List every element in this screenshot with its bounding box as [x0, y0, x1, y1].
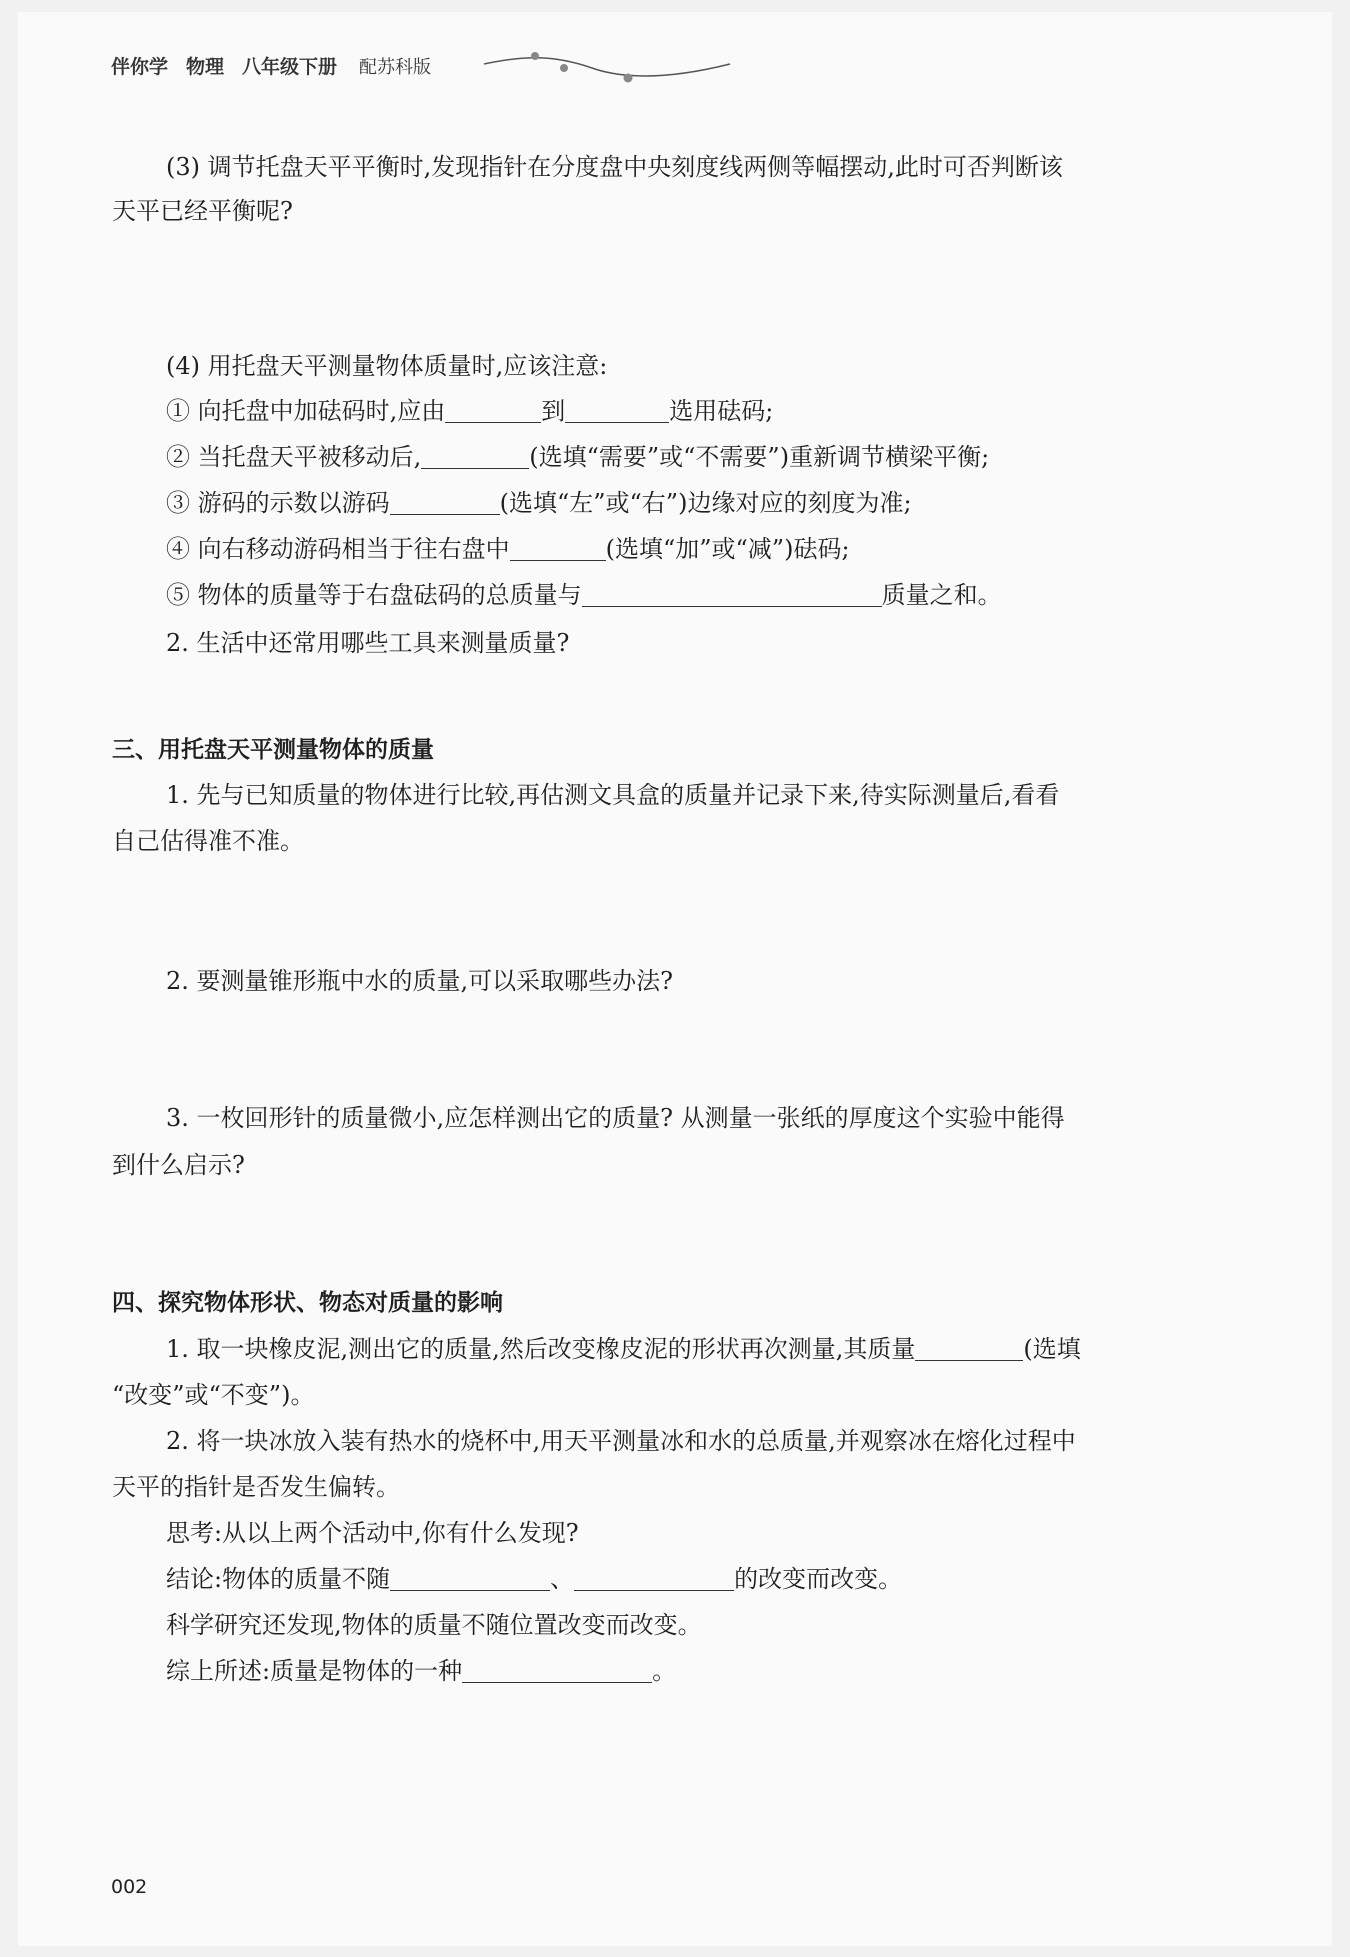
s3-q3-line-2: 到什么启示? [112, 1151, 245, 1179]
book-header [111, 52, 449, 79]
answer-blank[interactable] [390, 490, 500, 515]
q4-intro: (4) 用托盘天平测量物体质量时,应该注意: [166, 352, 608, 380]
answer-blank[interactable] [462, 1658, 652, 1683]
s4-q2-line-2: 天平的指针是否发生偏转。 [112, 1473, 400, 1501]
s4-conclusion-text-c: 的改变而改变。 [734, 1565, 903, 1593]
q2-tools: 2. 生活中还常用哪些工具来测量质量? [166, 629, 570, 657]
s4-think: 思考:从以上两个活动中,你有什么发现? [166, 1519, 579, 1547]
s4-q1-line-2: “改变”或“不变”)。 [112, 1381, 315, 1409]
q4-item-1 [166, 396, 773, 426]
q4-item-4 [166, 534, 850, 564]
q4-item-5-text-b: 质量之和。 [881, 581, 1002, 609]
answer-blank[interactable] [390, 1566, 550, 1591]
q4-item-3 [166, 488, 912, 518]
q4-item-2 [166, 442, 989, 472]
s3-q3-line-1: 3. 一枚回形针的质量微小,应怎样测出它的质量? 从测量一张纸的厚度这个实验中能得 [166, 1104, 1065, 1132]
series-name: 伴你学 [111, 56, 169, 78]
s3-q2: 2. 要测量锥形瓶中水的质量,可以采取哪些办法? [166, 967, 674, 995]
s4-conclusion-text-b: 、 [550, 1565, 575, 1593]
header-decoration [482, 46, 732, 86]
edition-name: 配苏科版 [359, 57, 432, 78]
answer-blank[interactable] [915, 1336, 1023, 1361]
q4-item-4-text-b: (选填“加”或“减”)砝码; [605, 535, 850, 563]
s3-q1-line-1: 1. 先与已知质量的物体进行比较,再估测文具盒的质量并记录下来,待实际测量后,看看 [166, 781, 1060, 809]
answer-blank[interactable] [445, 398, 541, 423]
s4-conclusion [166, 1564, 902, 1594]
s4-science: 科学研究还发现,物体的质量不随位置改变而改变。 [166, 1611, 702, 1639]
q4-item-1-text-b: 到 [541, 397, 566, 425]
s4-summary-text-a: 综上所述:质量是物体的一种 [166, 1657, 463, 1685]
s4-q1-line-1 [166, 1334, 1081, 1364]
page-number: 002 [111, 1876, 148, 1898]
answer-blank[interactable] [510, 536, 606, 561]
s3-q1-line-2: 自己估得准不准。 [112, 827, 304, 855]
q4-item-3-text-a: ③ 游码的示数以游码 [166, 489, 390, 517]
q4-item-1-text-a: ① 向托盘中加砝码时,应由 [166, 397, 446, 425]
subject-name: 物理 [186, 56, 225, 78]
q3-line-2: 天平已经平衡呢? [112, 197, 293, 225]
q4-item-1-text-c: 选用砝码; [669, 397, 774, 425]
grade-name: 八年级下册 [242, 56, 338, 78]
answer-blank[interactable] [565, 398, 669, 423]
q3-line-1: (3) 调节托盘天平平衡时,发现指针在分度盘中央刻度线两侧等幅摆动,此时可否判断该 [166, 153, 1063, 181]
s4-q2-line-1: 2. 将一块冰放入装有热水的烧杯中,用天平测量冰和水的总质量,并观察冰在熔化过程中 [166, 1427, 1076, 1455]
s4-q1-text-b: (选填 [1023, 1335, 1081, 1363]
q4-item-5-text-a: ⑤ 物体的质量等于右盘砝码的总质量与 [166, 581, 582, 609]
s4-summary [166, 1656, 676, 1686]
q4-item-3-text-b: (选填“左”或“右”)边缘对应的刻度为准; [499, 489, 912, 517]
q4-item-2-text-a: ② 当托盘天平被移动后, [166, 443, 422, 471]
answer-blank[interactable] [574, 1566, 734, 1591]
q4-item-5 [166, 580, 1002, 610]
answer-blank[interactable] [582, 582, 882, 607]
q4-item-2-text-b: (选填“需要”或“不需要”)重新调节横梁平衡; [529, 443, 990, 471]
s4-conclusion-text-a: 结论:物体的质量不随 [166, 1565, 391, 1593]
s4-summary-text-b: 。 [652, 1657, 677, 1685]
s4-q1-text-a: 1. 取一块橡皮泥,测出它的质量,然后改变橡皮泥的形状再次测量,其质量 [166, 1335, 916, 1363]
section-4-title: 四、探究物体形状、物态对质量的影响 [112, 1290, 503, 1316]
answer-blank[interactable] [421, 444, 529, 469]
q4-item-4-text-a: ④ 向右移动游码相当于往右盘中 [166, 535, 510, 563]
section-3-title: 三、用托盘天平测量物体的质量 [112, 737, 434, 763]
